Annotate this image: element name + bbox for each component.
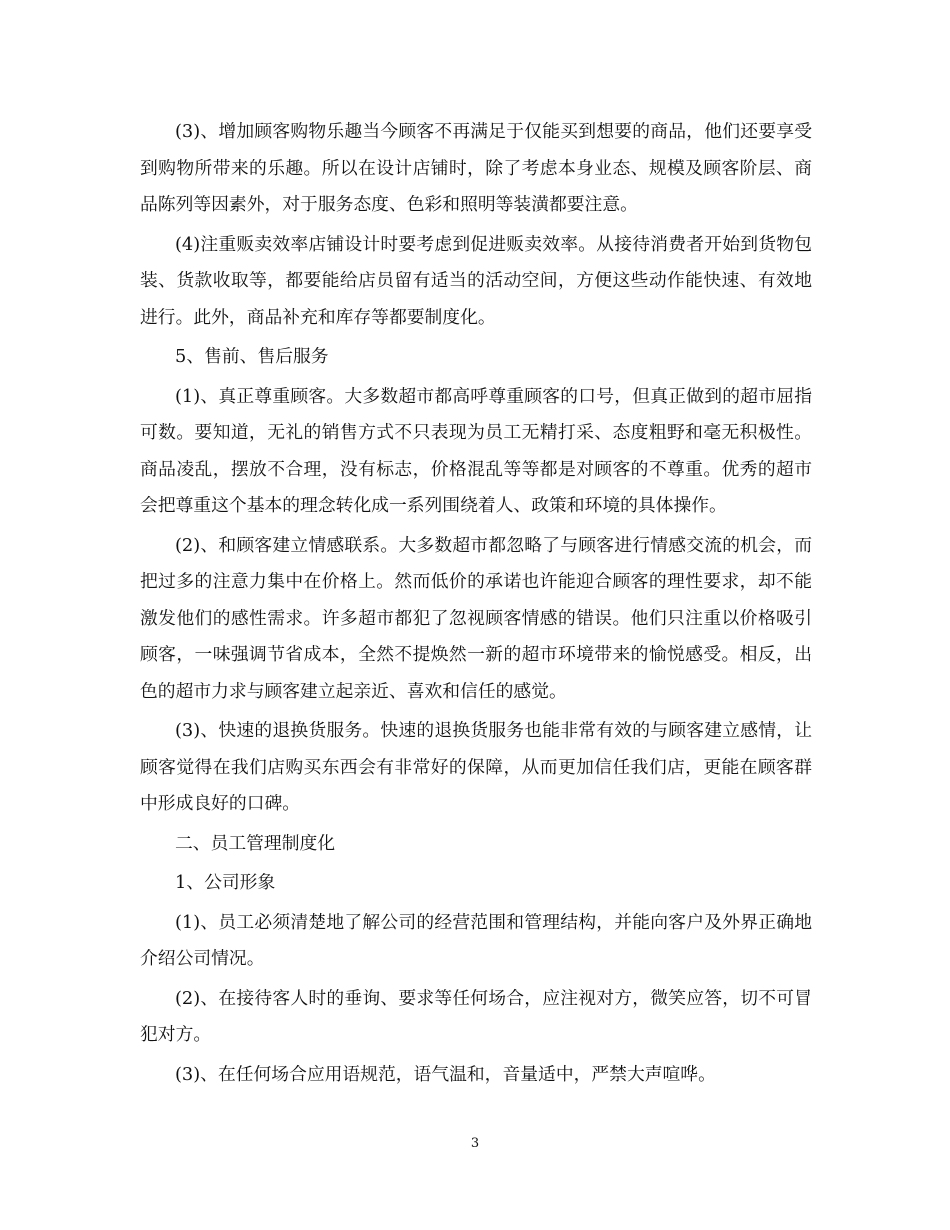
document-body [140, 114, 812, 1096]
heading-pre-after-sales-service: 5、售前、售后服务 [175, 346, 329, 367]
paragraph-know-company: (1)、员工必须清楚地了解公司的经营范围和管理结构，并能向客户及外界正确地介绍公司情况。 [140, 911, 812, 969]
heading-staff-management: 二、员工管理制度化 [175, 832, 336, 854]
page-number: 3 [470, 1136, 480, 1151]
paragraph-increase-shopping-fun: (3)、增加顾客购物乐趣当今顾客不再满足于仅能买到想要的商品，他们还要享受到购物所带来的乐趣。所以在设计店铺时，除了考虑本身业态、规模及顾客阶层、商品陈列等因素外，对于服务态度、色彩和照明等装潢都要注意。 [140, 121, 812, 215]
paragraph-language-norms: (3)、在任何场合应用语规范，语气温和，音量适中，严禁大声喧哗。 [175, 1063, 716, 1085]
heading-company-image: 1、公司形象 [175, 872, 276, 893]
paragraph-emotional-connection: (2)、和顾客建立情感联系。大多数超市都忽略了与顾客进行情感交流的机会，而把过多的注意力集中在价格上。然而低价的承诺也许能迎合顾客的理性要求，却不能激发他们的感性需求。许多超市都犯了忽视顾客情感的错误。他们只注重以价格吸引顾客，一味强调节省成本，全然不提焕然一新的超市环境带来的愉悦感受。相反，出色的超市力求与顾客建立起亲近、喜欢和信任的感觉。 [140, 534, 812, 702]
paragraph-reception-manners: (2)、在接待客人时的垂询、要求等任何场合，应注视对方，微笑应答，切不可冒犯对方。 [140, 987, 812, 1045]
paragraph-respect-customers: (1)、真正尊重顾客。大多数超市都高呼尊重顾客的口号，但真正做到的超市屈指可数。要知道，无礼的销售方式不只表现为员工无精打采、态度粗野和毫无积极性。商品凌乱，摆放不合理，没有标志，价格混乱等等都是对顾客的不尊重。优秀的超市会把尊重这个基本的理念转化成一系列围绕着人、政策和环境的具体操作。 [140, 385, 812, 516]
paragraph-fast-returns: (3)、快速的退换货服务。快速的退换货服务也能非常有效的与顾客建立感情，让顾客觉得在我们店购买东西会有非常好的保障，从而更加信任我们店，更能在顾客群中形成良好的口碑。 [140, 720, 812, 814]
paragraph-sales-efficiency: (4)注重贩卖效率店铺设计时要考虑到促进贩卖效率。从接待消费者开始到货物包装、货款收取等，都要能给店员留有适当的活动空间，方便这些动作能快速、有效地进行。此外，商品补充和库存等都要制度化。 [140, 233, 812, 328]
